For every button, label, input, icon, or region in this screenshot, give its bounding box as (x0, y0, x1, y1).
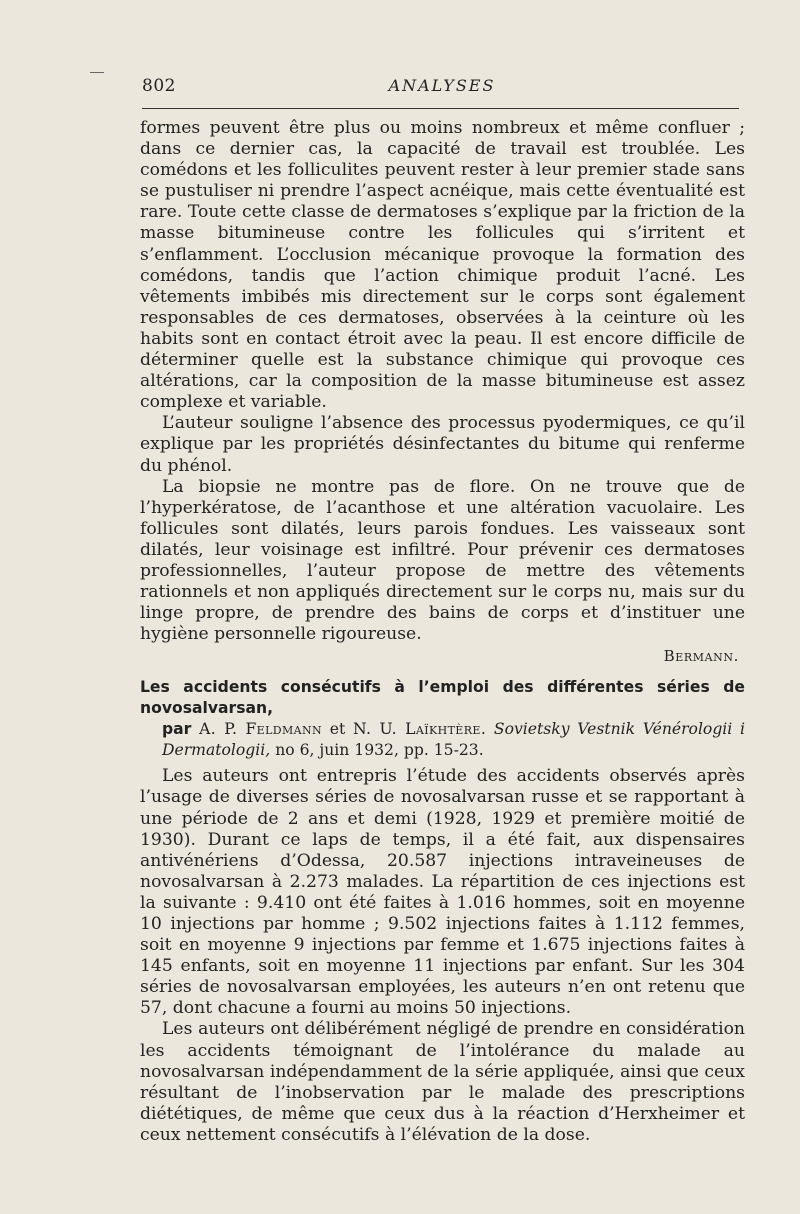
author-1-name: A. P. Feldmann (199, 720, 323, 739)
journal-name: Sovietsky Vestnik Vénérologii i Dermatologii, (162, 720, 745, 760)
citation-by: par (162, 720, 192, 739)
paragraph: La biopsie ne montre pas de flore. On ne trouve que de l’hyperkératose, de l’acanthose et une altération vacuolaire. Les follicules sont dilatés, leurs parois fondues. Les vaisseaux sont dilatés, leur voisinage est infiltré. Pour prévenir ces dermatoses professionnelles, l’auteur propose de mettre des vêtements rationnels et non appliqués directement sur le corps nu, mais sur du linge propre, de prendre des bains de corps et d’instituer une hygiène personnelle rigoureuse. (140, 476, 745, 645)
reviewer-signature: Bermann. (663, 647, 739, 666)
page-number: 802 (142, 76, 176, 96)
paragraph: Les auteurs ont délibérément négligé de prendre en considération les accidents témoignant de l’intolérance du malade au novosalvarsan indépendamment de la série appliquée, ainsi que ceux résultant de l’inobservation par le malade des prescriptions diététiques, de même que ceux dus à la réaction d’Herxheimer et ceux nettement consécutifs à l’élévation de la dose. (140, 1019, 745, 1145)
margin-mark (90, 72, 104, 73)
header-rule (142, 108, 739, 109)
page-header (142, 76, 742, 102)
journal-issue: no 6, juin 1932, pp. 15-23. (275, 741, 484, 760)
paragraph: Les auteurs ont entrepris l’étude des accidents observés après l’usage de diverses séries de novosalvarsan russe et se rapportant à une période de 2 ans et demi (1928, 1929 et première moitié de 1930). Durant ce laps de temps, il a été fait, aux dispensaires antivénériens d’Odessa, 20.587 injections intraveineuses de novosalvarsan à 2.273 malades. La répartition de ces injections est la suivante : 9.410 ont été faites à 1.016 hommes, soit en moyenne 10 injections par homme ; 9.502 injections faites à 1.112 femmes, soit en moyenne 9 injections par femme et 1.675 injections faites à 145 enfants, soit en moyenne 11 injections par enfant. Sur les 304 séries de novosalvarsan employées, les auteurs n’en ont retenu que 57, dont chacune a fourni au moins 50 injections. (140, 766, 745, 1019)
paragraph: L’auteur souligne l’absence des processus pyodermiques, ce qu’il explique par les propriétés désinfectantes du bitume qui renferme du phénol. (140, 413, 745, 476)
article-citation (140, 719, 745, 761)
paragraph-continuation: formes peuvent être plus ou moins nombreux et même confluer ; dans ce dernier cas, la capacité de travail est troublée. Les comédons et les folliculites peuvent rester à leur premier stade sans se pustuliser ni prendre l’aspect acnéique, mais cette éventualité est rare. Toute cette classe de dermatoses s’explique par la friction de la masse bitumineuse contre les follicules qui s’irritent et s’enflamment. L’occlusion mécanique provoque la formation des comédons, tandis que l’action chimique produit l’acné. Les vêtements imbibés mis directement sur le corps sont également responsables de ces dermatoses, observées à la ceinture où les habits sont en contact étroit avec la peau. Il est encore difficile de déterminer quelle est la substance chimique qui provoque ces altérations, car la composition de la masse bitumineuse est assez complexe et variable. (140, 118, 745, 413)
citation-and: et (329, 720, 346, 739)
running-title: ANALYSES (388, 76, 496, 95)
article-title: Les accidents consécutifs à l’emploi des différentes séries de novosalvarsan, (140, 678, 745, 718)
author-2: N. U. Laïkhtère. (353, 720, 487, 739)
author-1 (199, 720, 322, 738)
page-body (140, 118, 745, 1146)
